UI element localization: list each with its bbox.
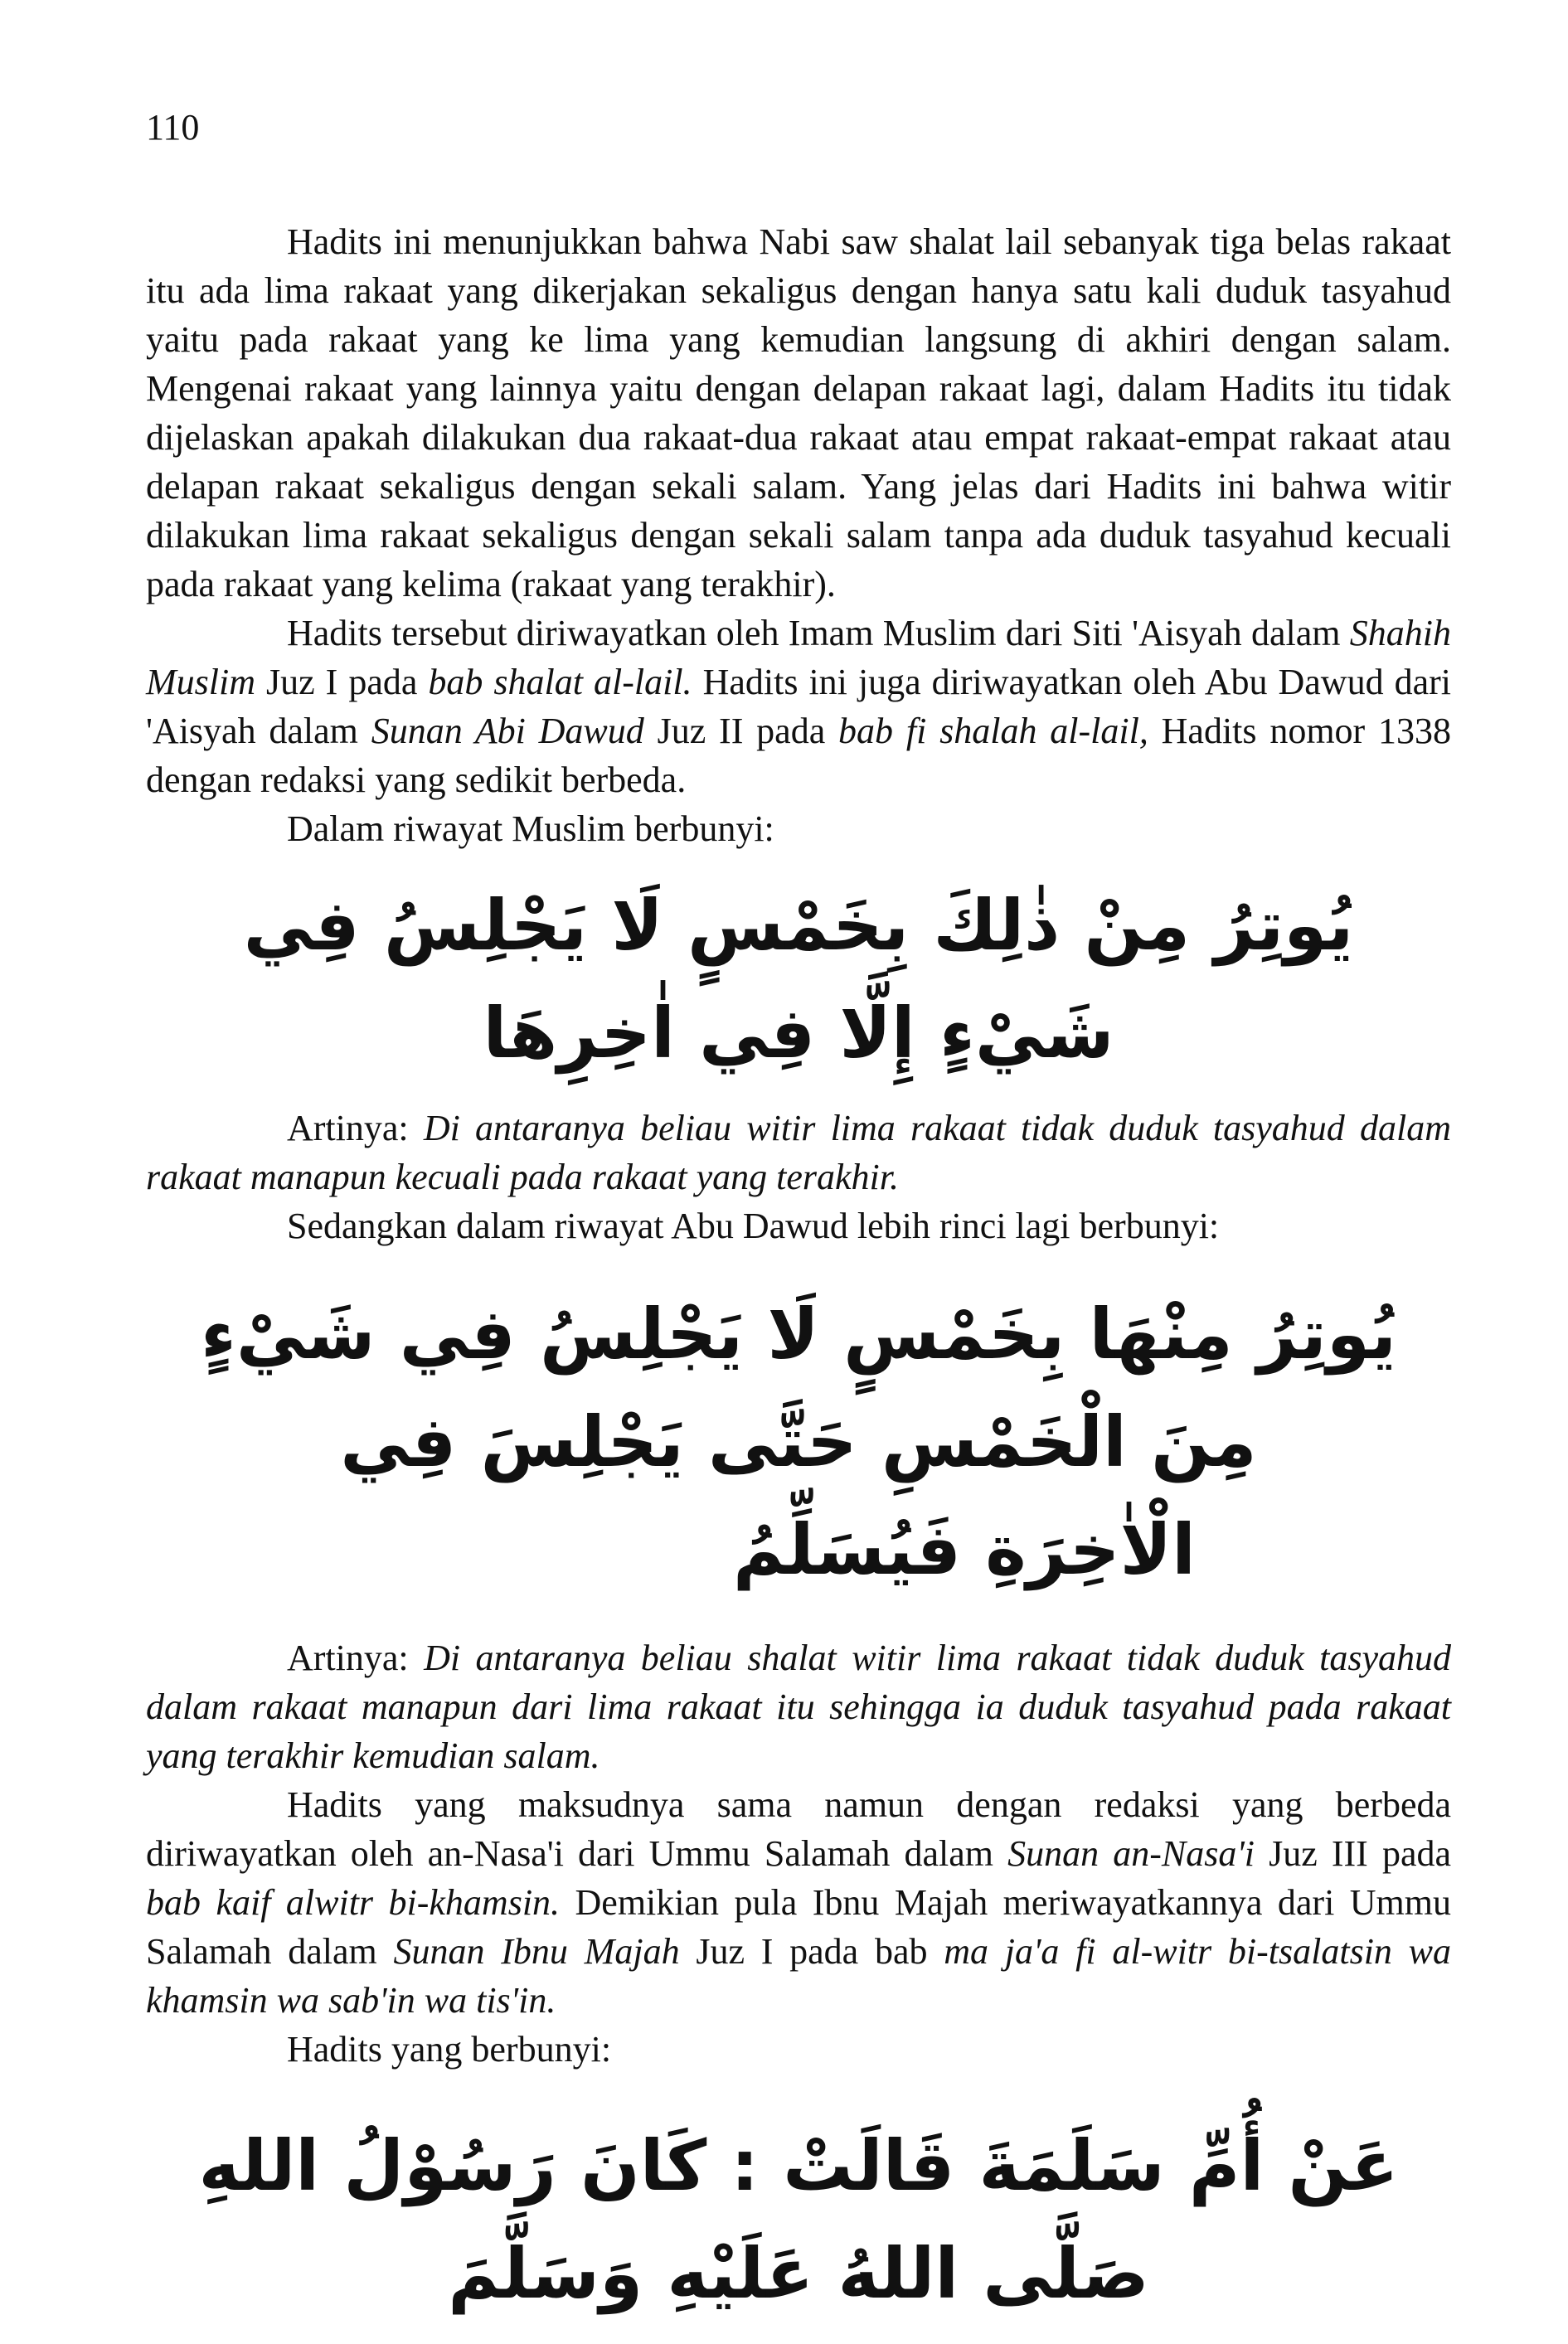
arabic-hadith-ummu-salamah: عَنْ أُمِّ سَلَمَةَ قَالَتْ : كَانَ رَسُوْلُ اللهِ صَلَّى اللهُ عَلَيْهِ وَسَلَّمَ [198,2125,1399,2314]
paragraph-3 [146,1780,1451,2025]
text: Hadits tersebut diriwayatkan oleh Imam Muslim dari Siti 'Aisyah dalam [287,613,1350,653]
lead-muslim: Dalam riwayat Muslim berbunyi: [287,808,774,849]
chapter-title: bab shalat al-lail. [428,662,692,702]
translation-text: Di antaranya beliau witir lima rakaat tidak duduk tasyahud dalam rakaat manapun kecuali pada rakaat yang terakhir. [146,1108,1451,1197]
arabic-hadith-muslim: يُوتِرُ مِنْ ذٰلِكَ بِخَمْسٍ لَا يَجْلِسُ فِي شَيْءٍ إِلَّا فِي اٰخِرِهَا [243,885,1354,1074]
translation-text: Di antaranya beliau shalat witir lima rakaat tidak duduk tasyahud dalam rakaat manapun dari lima rakaat itu sehingga ia duduk tasyahud pada rakaat yang terakhir kemudian salam. [146,1638,1451,1776]
text: Hadits nomor 1338 dengan redaksi yang sedikit berbeda. [146,711,1452,800]
arabic-hadith-abu-dawud [146,1280,1451,1604]
text: Hadits yang maksudnya sama namun dengan redaksi yang berbeda diriwayatkan oleh an-Nasa'i dari Ummu Salamah dalam [146,1784,1451,1874]
translation-label: Artinya: [287,1108,424,1148]
text: Demikian pula Ibnu Majah meriwayatkannya dari Ummu Salamah dalam [146,1882,1451,1972]
text: Juz I pada bab [679,1931,944,1972]
page-number: 110 [146,107,200,148]
book-title: Sunan Ibnu Majah [393,1931,680,1972]
translation-2 [146,1633,1451,1780]
chapter-title: bab fi shalah al-lail, [838,711,1148,751]
book-title: Sunan Abi Dawud [371,711,644,751]
text: Juz I pada [255,662,429,702]
arabic-line-2: الْاٰخِرَةِ فَيُسَلِّمُ [733,1509,1196,1590]
text: Hadits ini juga diriwayatkan oleh Abu Dawud dari 'Aisyah dalam [146,662,1452,751]
book-title: Shahih Muslim [146,613,1451,702]
page-body [146,217,1451,2344]
lead-abu-dawud: Sedangkan dalam riwayat Abu Dawud lebih rinci lagi berbunyi: [287,1206,1220,1246]
book-title: Sunan an-Nasa'i [1007,1833,1255,1874]
text: Juz III pada [1255,1833,1452,1874]
chapter-title: ma ja'a fi al-witr bi-tsalatsin wa khamsin wa sab'in wa tis'in. [146,1931,1452,2021]
lead-hadith: Hadits yang berbunyi: [287,2029,612,2070]
text: Juz II pada [643,711,839,751]
arabic-line-1: يُوتِرُ مِنْهَا بِخَمْسٍ لَا يَجْلِسُ فِي شَيْءٍ مِنَ الْخَمْسِ حَتَّى يَجْلِسَ فِي [200,1293,1397,1483]
translation-label: Artinya: [287,1638,425,1678]
paragraph-2 [146,609,1451,804]
translation-1 [146,1104,1451,1201]
chapter-title: bab kaif alwitr bi-khamsin. [146,1882,561,1923]
paragraph-1: Hadits ini menunjukkan bahwa Nabi saw shalat lail sebanyak tiga belas rakaat itu ada lima rakaat yang dikerjakan sekaligus dengan hanya satu kali duduk tasyahud yaitu pada rakaat yang ke lima yang kemudian langsung di akhiri dengan salam. Mengenai rakaat yang lainnya yaitu dengan delapan rakaat lagi, dalam Hadits itu tidak dijelaskan apakah dilakukan dua rakaat-dua rakaat atau empat rakaat-empat rakaat atau delapan rakaat sekaligus dengan sekali salam. Yang jelas dari Hadits ini bahwa witir dilakukan lima rakaat sekaligus dengan sekali salam tanpa ada duduk tasyahud kecuali pada rakaat yang kelima (rakaat yang terakhir). [146,221,1451,604]
